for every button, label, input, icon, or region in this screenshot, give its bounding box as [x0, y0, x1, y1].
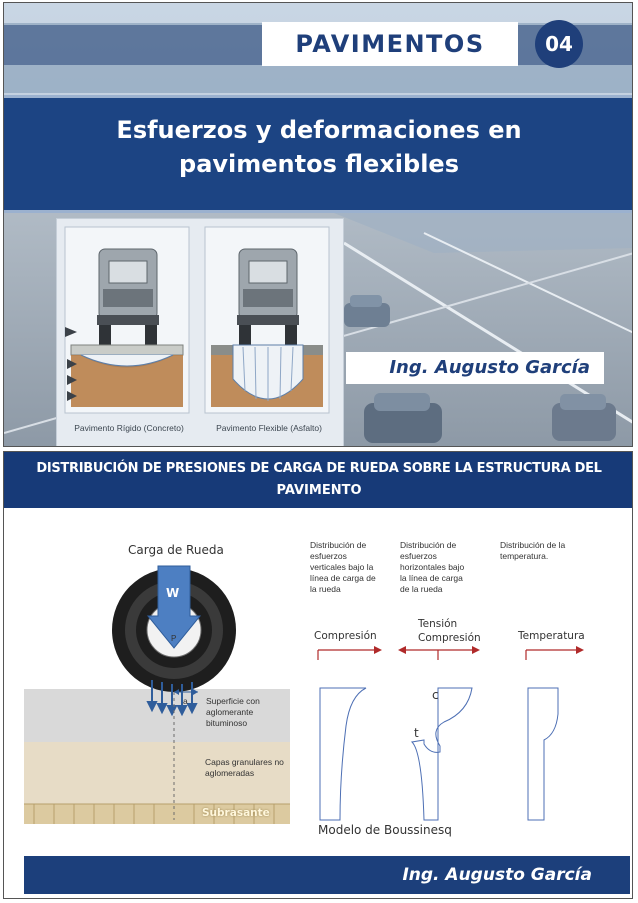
- section-number-badge: [535, 20, 583, 68]
- heading-line-1: DISTRIBUCIÓN DE PRESIONES DE CARGA DE RUEDA SOBRE LA ESTRUCTURA DEL: [36, 461, 602, 476]
- caption-flexible: Pavimento Flexible (Asfalto): [216, 423, 322, 433]
- t-label: t: [414, 726, 419, 740]
- layer-subgrade-label: Subrasante: [202, 807, 270, 819]
- col1-description: Distribución de esfuerzos verticales bajo la línea de carga de la rueda: [310, 540, 376, 594]
- tension-label: Tensión: [418, 618, 458, 630]
- w-label: W: [166, 586, 180, 600]
- col2-description: Distribución de esfuerzos horizontales bajo la línea de carga de la rueda: [400, 540, 465, 594]
- pavement-comparison-figure: [56, 218, 344, 447]
- wheel-load-label: Carga de Rueda: [128, 543, 224, 557]
- p-label: P: [171, 634, 177, 643]
- a-label: a: [183, 696, 188, 706]
- footer-author: Ing. Augusto García: [402, 865, 592, 885]
- slide-pressure-distribution: [3, 451, 633, 899]
- c-label: c: [432, 688, 439, 702]
- truck-pavement-illustration: [57, 219, 343, 447]
- title-line-1: Esfuerzos y deformaciones en: [116, 116, 522, 144]
- slide2-footer: [24, 856, 630, 894]
- layer-granular-label: Capas granulares no aglomeradas: [205, 757, 284, 778]
- author-box: [346, 352, 604, 384]
- caption-rigid: Pavimento Rígido (Concreto): [74, 423, 184, 433]
- boussinesq-label: Modelo de Boussinesq: [318, 823, 452, 837]
- slide2-header: [4, 452, 633, 508]
- heading-line-2: PAVIMENTO: [276, 483, 362, 498]
- compresion-label: Compresión: [314, 630, 377, 642]
- section-number: 04: [545, 32, 573, 56]
- temperatura-label: Temperatura: [518, 630, 585, 642]
- title-band: [4, 95, 633, 213]
- compresion2-label: Compresión: [418, 632, 481, 644]
- section-label: PAVIMENTOS: [295, 30, 485, 58]
- title-line-2: pavimentos flexibles: [179, 150, 459, 178]
- distribution-curves: [304, 642, 604, 832]
- layer-surface-label: Superficie con aglomerante bituminoso: [206, 696, 260, 728]
- col3-description: Distribución de la temperatura.: [500, 540, 566, 561]
- slide-cover: [3, 2, 633, 447]
- author-name: Ing. Augusto García: [389, 357, 590, 378]
- wheel-diagram: [24, 552, 294, 832]
- temperature-curve: [526, 646, 584, 820]
- horizontal-stress-curve: [398, 646, 480, 820]
- vertical-stress-curve: [318, 646, 382, 820]
- section-label-box: [262, 22, 518, 66]
